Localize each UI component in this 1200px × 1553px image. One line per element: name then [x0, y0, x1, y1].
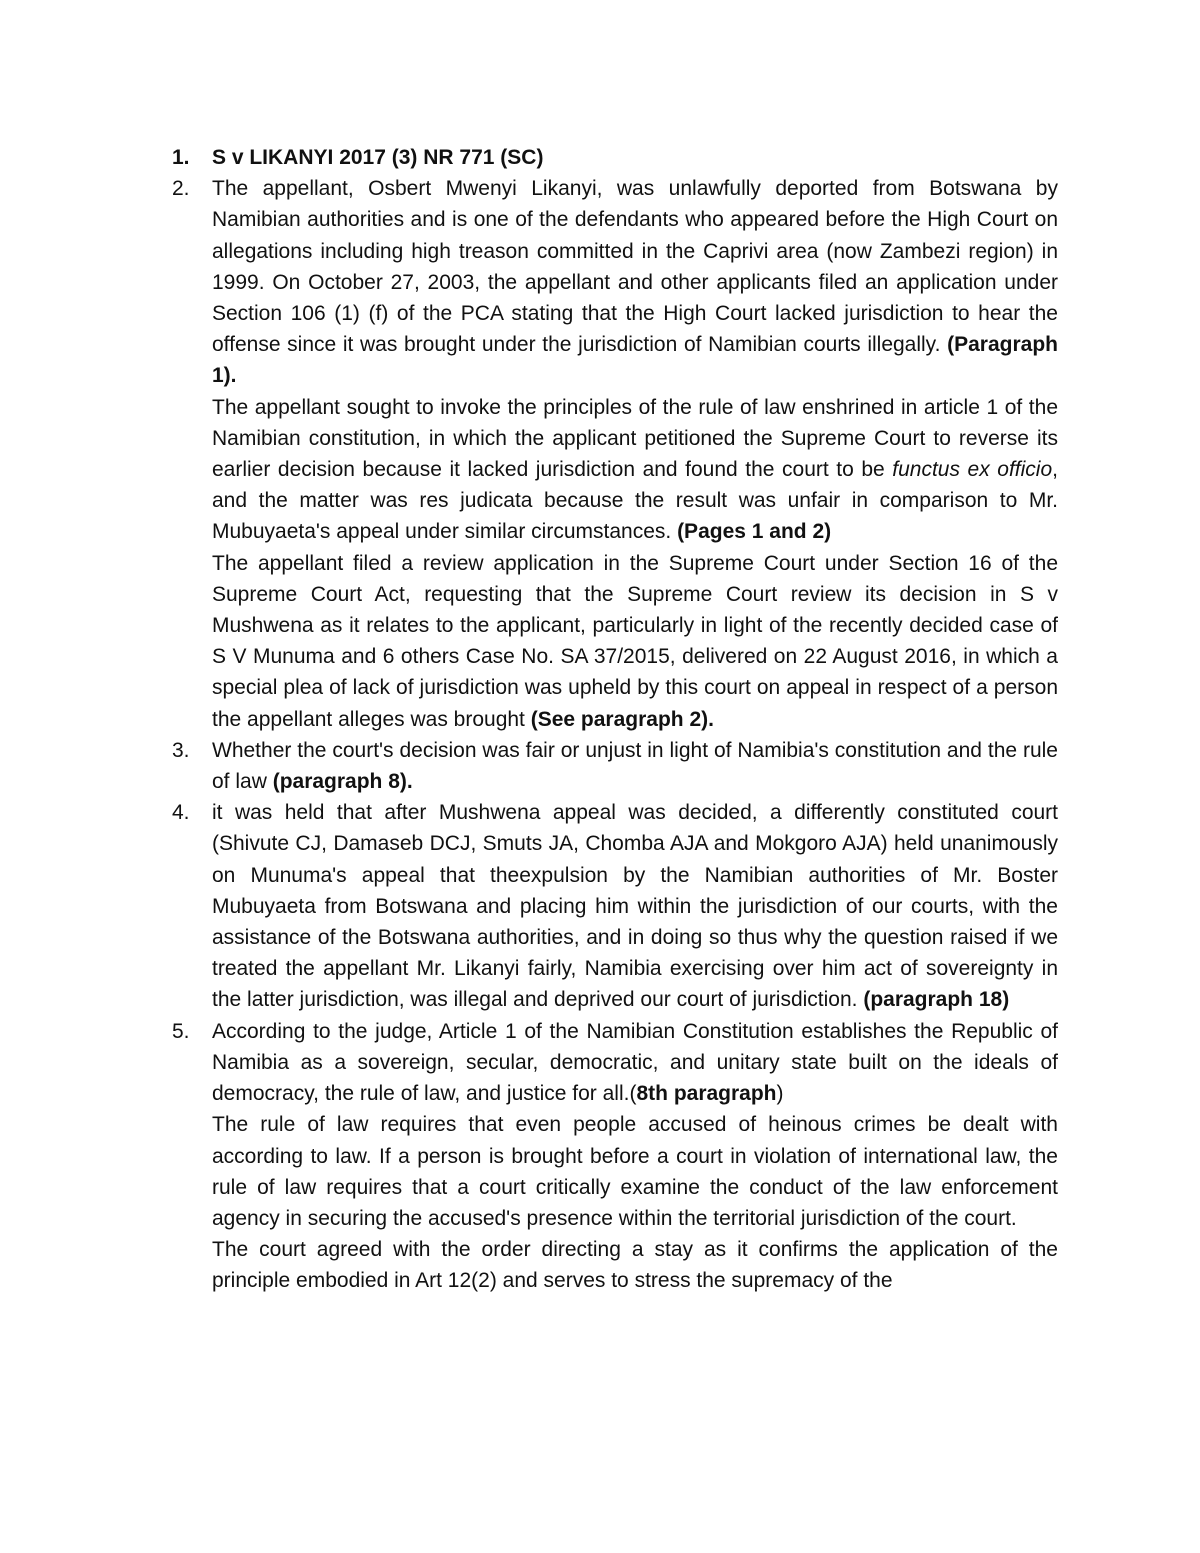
paragraph-reference: (Pages 1 and 2): [677, 520, 832, 544]
list-item-3: [172, 735, 1058, 797]
list-number: 2.: [172, 177, 190, 201]
paragraph-text: According to the judge, Article 1 of the Namibian Constitution establishes the Republic of Namibia as a sovereign, secular, democratic, and unitary state built on the ideals of democracy, the rule of law, and justice for all.(: [212, 1019, 1058, 1106]
paragraph-text: it was held that after Mushwena appeal was decided, a differently constituted court (Shivute CJ, Damaseb DCJ, Smuts JA, Chomba AJA and Mokgoro AJA) held unanimously on Munuma's appeal that theexpulsion by the Namibian authorities of Mr. Boster Mubuyaeta from Botswana and placing him within the jurisdiction of our courts, with the assistance of the Botswana authorities, and in doing so thus why the question raised if we treated the appellant Mr. Likanyi fairly, Namibia exercising over him act of sovereignty in the latter jurisdiction, was illegal and deprived our court of jurisdiction.: [212, 801, 1058, 1012]
list-number: 4.: [172, 801, 190, 825]
paragraph: [212, 548, 1058, 735]
paragraph: [212, 1109, 1058, 1234]
list-item-1: [172, 142, 1058, 173]
paragraph: [212, 173, 1058, 391]
paragraph: [212, 735, 1058, 797]
paragraph: [212, 797, 1058, 1015]
paragraph-reference: (paragraph 8).: [272, 770, 413, 794]
list-number: 1.: [172, 146, 190, 169]
paragraph: [212, 392, 1058, 548]
list-number: 3.: [172, 738, 190, 762]
paragraph-reference: (See paragraph 2).: [530, 707, 714, 731]
document-body: [172, 142, 1058, 1297]
paragraph-reference: (paragraph 18): [863, 988, 1010, 1012]
paragraph-text: The rule of law requires that even people accused of heinous crimes be dealt with according to law. If a person is brought before a court in violation of international law, the rule of law requires that a court critically examine the conduct of the law enforcement agency in securing the accused's presence within the territorial jurisdiction of the court.: [212, 1113, 1058, 1230]
paragraph-text: The appellant, Osbert Mwenyi Likanyi, was unlawfully deported from Botswana by Namibian authorities and is one of the defendants who appeared before the High Court on allegations including high treason committed in the Caprivi area (now Zambezi region) in 1999. On October 27, 2003, the appellant and other applicants filed an application under Section 106 (1) (f) of the PCA stating that the High Court lacked jurisdiction to hear the offense since it was brought under the jurisdiction of Namibian courts illegally.: [212, 177, 1058, 357]
list-item-2: [172, 173, 1058, 735]
paragraph-text: The appellant sought to invoke the principles of the rule of law enshrined in article 1 of the Namibian constitution, in which the applicant petitioned the Supreme Court to reverse its earlier decision because it lacked jurisdiction and found the court to be: [212, 395, 1058, 482]
paragraph-text: The appellant filed a review application in the Supreme Court under Section 16 of the Supreme Court Act, requesting that the Supreme Court review its decision in S v Mushwena as it relates to the applicant, particularly in light of the recently decided case of S V Munuma and 6 others Case No. SA 37/2015, delivered on 22 August 2016, in which a special plea of lack of jurisdiction was upheld by this court on appeal in respect of a person the appellant alleges was brought: [212, 551, 1058, 731]
paragraph-text: The court agreed with the order directing a stay as it confirms the application of the principle embodied in Art 12(2) and serves to stress the supremacy of the: [212, 1238, 1058, 1293]
paragraph-reference: 8th paragraph: [636, 1082, 777, 1106]
list-number: 5.: [172, 1019, 190, 1043]
case-title: S v LIKANYI 2017 (3) NR 771 (SC): [212, 146, 544, 169]
paragraph-text: , and the matter was res judicata because the result was unfair in comparison to Mr. Mubuyaeta's appeal under similar circumstances.: [212, 458, 1058, 544]
list-item-5: [172, 1016, 1058, 1297]
paragraph: [212, 1016, 1058, 1110]
paragraph-reference: (Paragraph 1).: [212, 333, 1058, 388]
paragraph-text: ): [776, 1082, 784, 1106]
list-item-4: [172, 797, 1058, 1015]
paragraph: [212, 1234, 1058, 1296]
paragraph-text: Whether the court's decision was fair or unjust in light of Namibia's constitution and the rule of law: [212, 738, 1058, 794]
italic-term: functus ex officio: [892, 458, 1053, 482]
